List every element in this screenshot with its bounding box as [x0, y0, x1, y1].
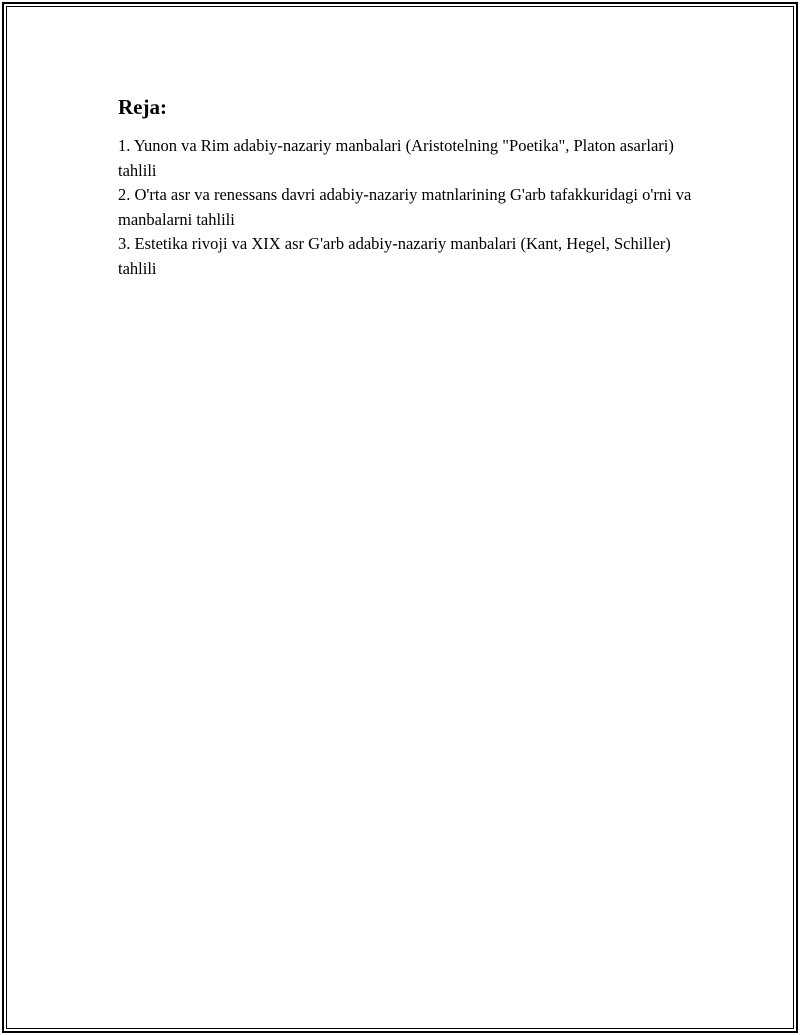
plan-list [118, 134, 698, 281]
plan-item-3: 3. Estetika rivoji va XIX asr G'arb adabiy-nazariy manbalari (Kant, Hegel, Schiller) tahlili [118, 234, 671, 278]
document-body [118, 94, 698, 281]
plan-item-2: 2. O'rta asr va renessans davri adabiy-nazariy matnlarining G'arb tafakkuridagi o'rni va manbalarni tahlili [118, 185, 692, 229]
plan-item-1: 1. Yunon va Rim adabiy-nazariy manbalari (Aristotelning "Poetika", Platon asarlari) tahlili [118, 136, 674, 180]
plan-heading: Reja: [118, 95, 167, 119]
